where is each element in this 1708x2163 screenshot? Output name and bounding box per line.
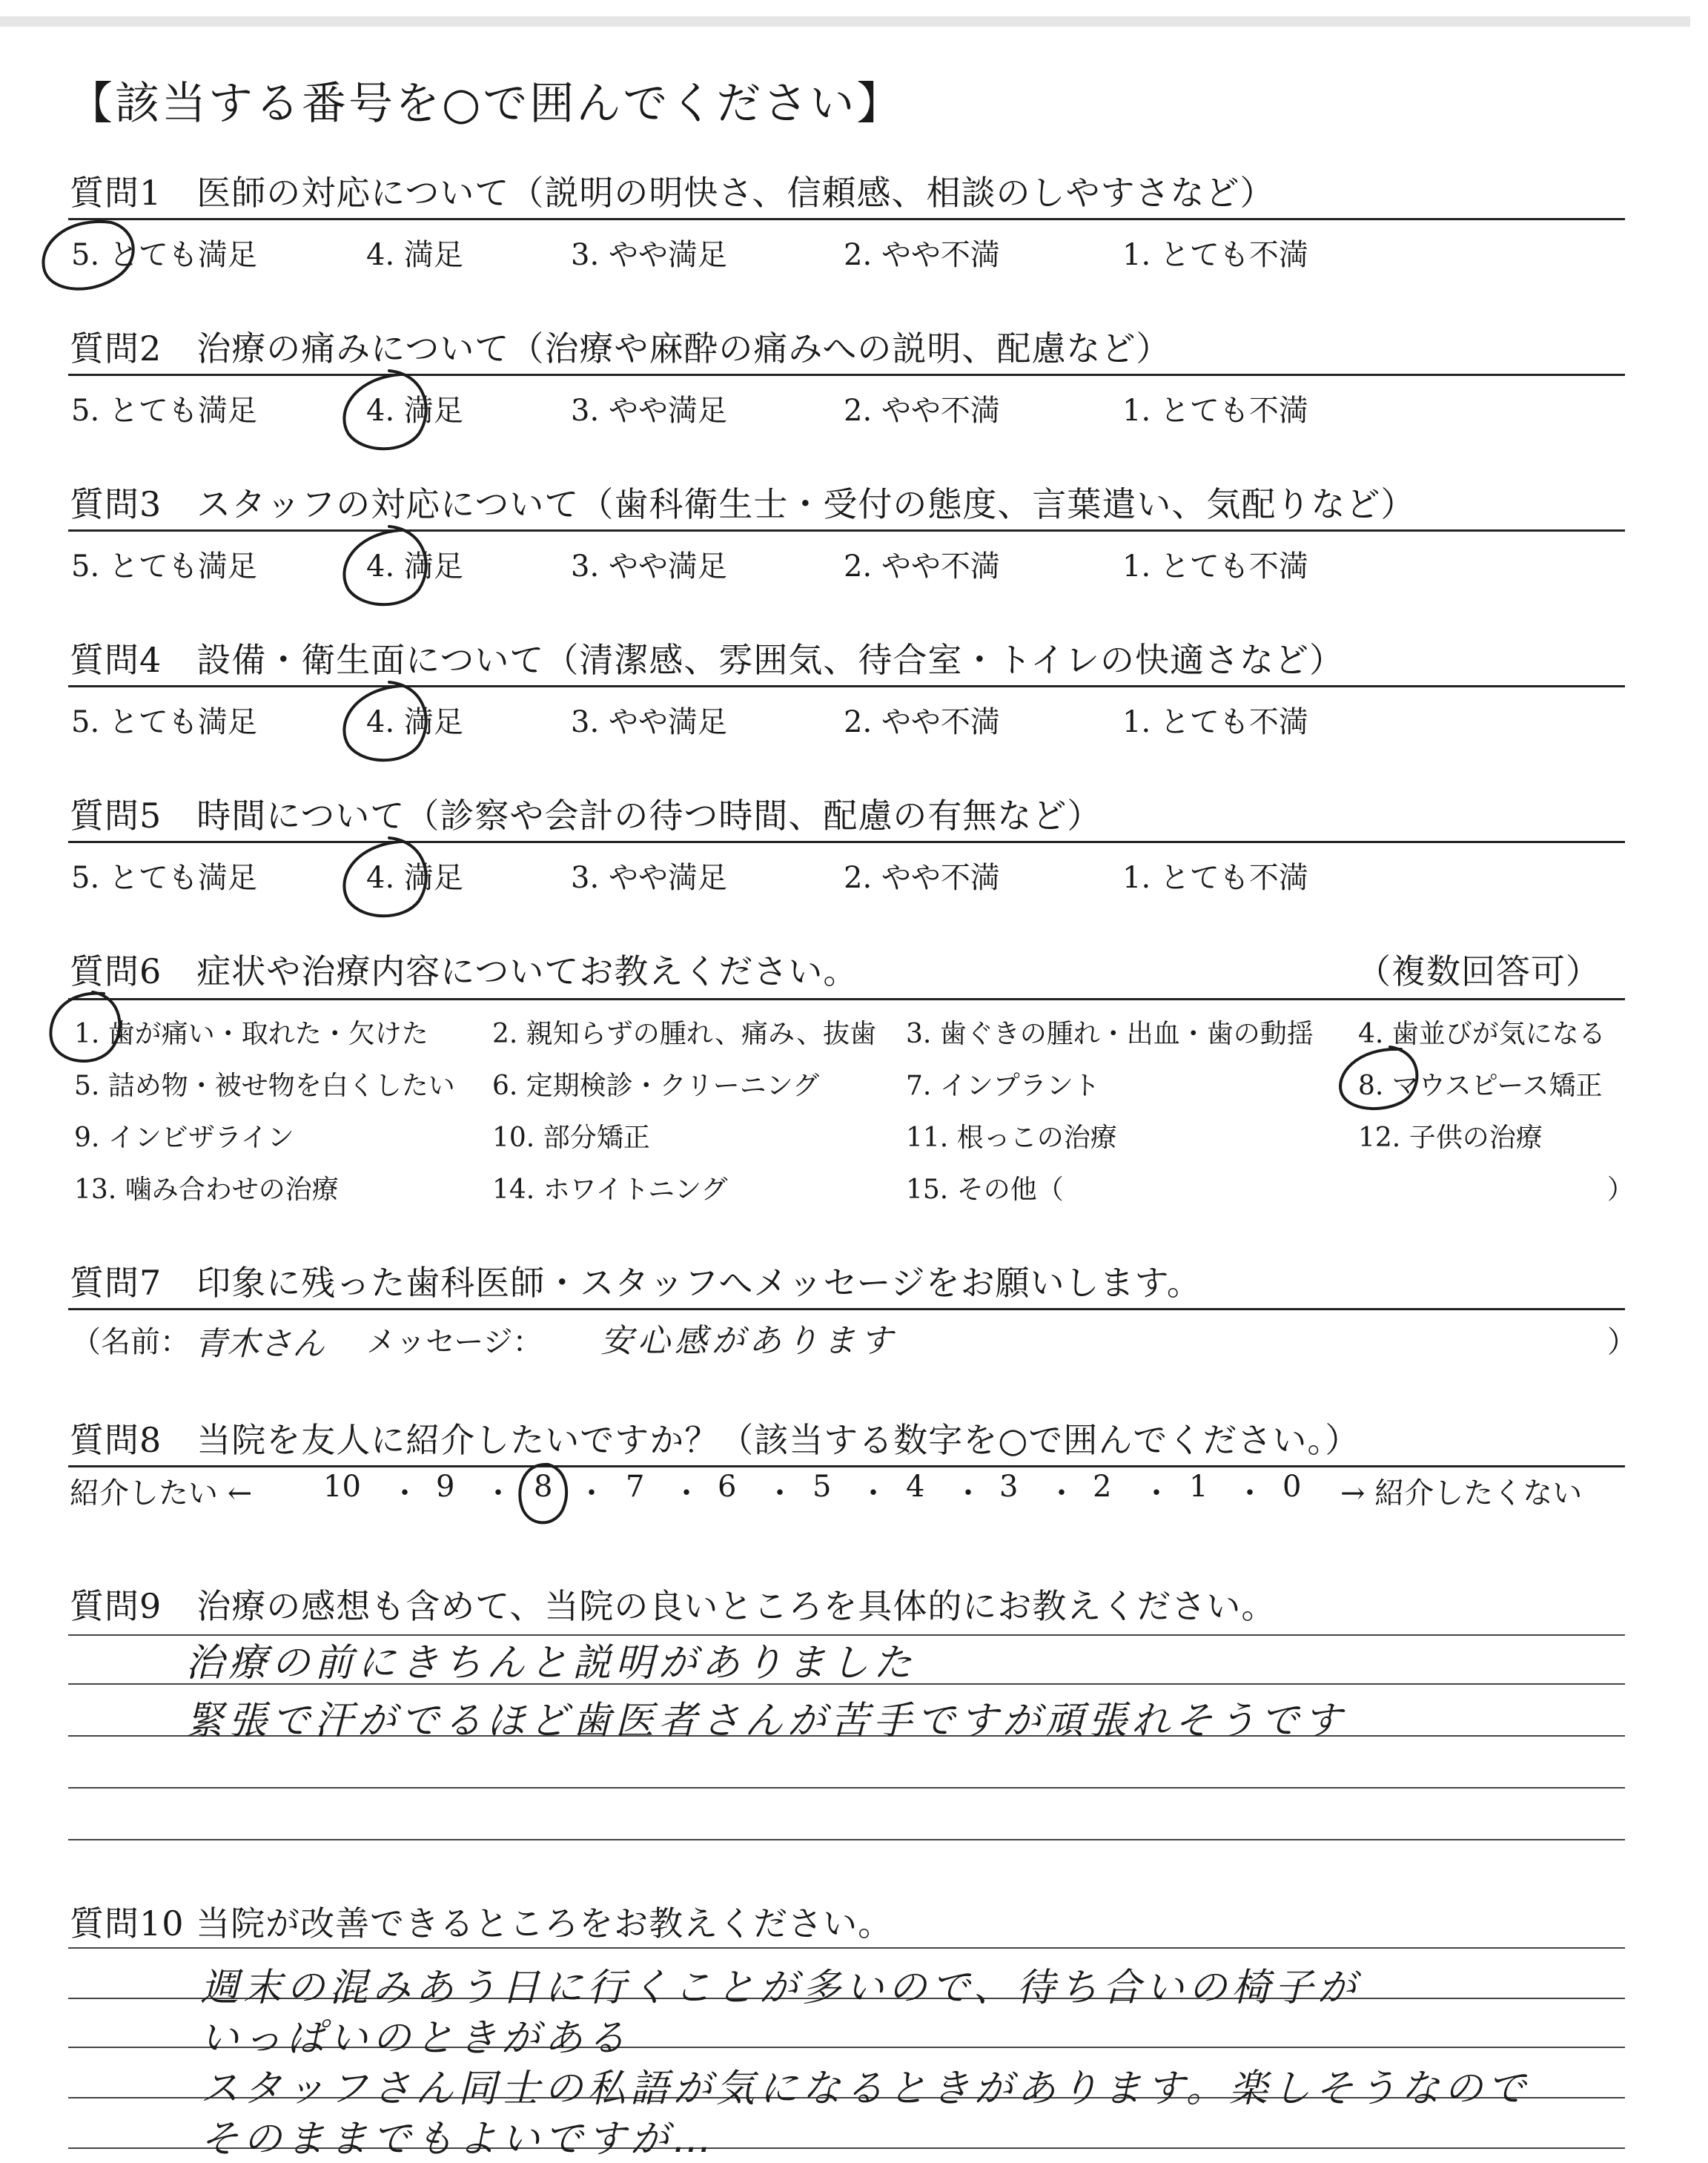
q10-answer-line-2[interactable]: いっぱいのときがある bbox=[200, 2016, 631, 2061]
q8-scale-10[interactable]: 10 bbox=[323, 1470, 361, 1504]
q2-rule bbox=[68, 374, 1625, 376]
q1-title: 質問1 医師の対応について（説明の明快さ、信頼感、相談のしやすさなど） bbox=[70, 173, 1275, 213]
q2-title: 質問2 治療の痛みについて（治療や麻酔の痛みへの説明、配慮など） bbox=[70, 328, 1171, 369]
q5-option-4[interactable]: 4. 満足 bbox=[366, 861, 463, 895]
q5-rule bbox=[68, 841, 1625, 843]
q8-separator: ・ bbox=[1142, 1476, 1171, 1510]
q9-line-4 bbox=[68, 1787, 1625, 1789]
q2-option-3[interactable]: 3. やや満足 bbox=[571, 394, 727, 428]
q10-answer-line-1[interactable]: 週末の混みあう日に行くことが多いので、待ち合いの椅子が bbox=[200, 1966, 1360, 2010]
q6-option-13[interactable]: 13. 噛み合わせの治療 bbox=[74, 1175, 339, 1205]
q2-option-2[interactable]: 2. やや不満 bbox=[844, 394, 1000, 428]
q8-scale-1[interactable]: 1 bbox=[1189, 1470, 1208, 1504]
q8-scale-7[interactable]: 7 bbox=[626, 1470, 645, 1504]
q7-name-label: （名前： bbox=[71, 1325, 190, 1359]
q1-option-4[interactable]: 4. 満足 bbox=[366, 238, 463, 272]
q5-option-1[interactable]: 1. とても不満 bbox=[1122, 861, 1308, 895]
page-title: 【該当する番号を○で囲んでください】 bbox=[68, 78, 904, 130]
q6-option-2[interactable]: 2. 親知らずの腫れ、痛み、抜歯 bbox=[492, 1019, 877, 1049]
q8-right-label: → 紹介したくない bbox=[1340, 1476, 1583, 1510]
q1-option-5[interactable]: 5. とても満足 bbox=[71, 238, 257, 272]
q7-message-value[interactable]: 安心感があります bbox=[600, 1322, 897, 1360]
q6-option-1[interactable]: 1. 歯が痛い・取れた・欠けた bbox=[74, 1019, 428, 1049]
q6-option-8[interactable]: 8. マウスピース矯正 bbox=[1358, 1071, 1603, 1101]
q4-option-2[interactable]: 2. やや不満 bbox=[844, 705, 1000, 739]
q4-title: 質問4 設備・衛生面について（清潔感、雰囲気、待合室・トイレの快適さなど） bbox=[70, 640, 1345, 680]
q8-scale-2[interactable]: 2 bbox=[1093, 1470, 1112, 1504]
q6-title: 質問6 症状や治療内容についてお教えください。 bbox=[70, 951, 858, 991]
q6-option-15-close: ） bbox=[1607, 1175, 1635, 1205]
q9-line-5 bbox=[68, 1839, 1625, 1840]
q1-option-2[interactable]: 2. やや不満 bbox=[844, 238, 1000, 272]
q8-separator: ・ bbox=[858, 1476, 888, 1510]
q10-line-1 bbox=[68, 1947, 1625, 1949]
q9-answer-line-1[interactable]: 治療の前にきちんと説明がありました bbox=[185, 1641, 917, 1685]
q4-option-1[interactable]: 1. とても不満 bbox=[1122, 705, 1308, 739]
q3-option-2[interactable]: 2. やや不満 bbox=[844, 549, 1000, 584]
q4-option-3[interactable]: 3. やや満足 bbox=[571, 705, 727, 739]
q9-title: 質問9 治療の感想も含めて、当院の良いところを具体的にお教えください。 bbox=[70, 1586, 1277, 1626]
q3-option-3[interactable]: 3. やや満足 bbox=[571, 549, 727, 584]
q6-option-7[interactable]: 7. インプラント bbox=[906, 1071, 1100, 1101]
q10-answer-line-3[interactable]: スタッフさん同士の私語が気になるときがあります。楽しそうなので bbox=[200, 2067, 1530, 2111]
q10-answer-line-4[interactable]: そのままでもよいですが… bbox=[200, 2117, 717, 2162]
q6-option-15[interactable]: 15. その他（ bbox=[906, 1175, 1064, 1205]
q10-title: 質問10 当院が改善できるところをお教えください。 bbox=[70, 1903, 893, 1944]
q6-note: （複数回答可） bbox=[1357, 951, 1601, 991]
q8-scale-8[interactable]: 8 bbox=[534, 1470, 553, 1504]
q6-option-6[interactable]: 6. 定期検診・クリーニング bbox=[492, 1071, 820, 1101]
q5-title: 質問5 時間について（診察や会計の待つ時間、配慮の有無など） bbox=[70, 796, 1102, 836]
q7-rule bbox=[68, 1308, 1625, 1310]
q8-scale-6[interactable]: 6 bbox=[718, 1470, 737, 1504]
q7-message-label: メッセージ： bbox=[366, 1325, 543, 1359]
q3-rule bbox=[68, 529, 1625, 532]
q4-rule bbox=[68, 685, 1625, 687]
q5-option-2[interactable]: 2. やや不満 bbox=[844, 861, 1000, 895]
q3-option-1[interactable]: 1. とても不満 bbox=[1122, 549, 1308, 584]
q7-close: ） bbox=[1607, 1325, 1637, 1359]
q5-option-3[interactable]: 3. やや満足 bbox=[571, 861, 727, 895]
q8-scale-5[interactable]: 5 bbox=[812, 1470, 832, 1504]
q1-option-1[interactable]: 1. とても不満 bbox=[1122, 238, 1308, 272]
q2-option-5[interactable]: 5. とても満足 bbox=[71, 394, 257, 428]
q3-title: 質問3 スタッフの対応について（歯科衛生士・受付の態度、言葉遣い、気配りなど） bbox=[70, 484, 1416, 524]
q8-separator: ・ bbox=[1047, 1476, 1076, 1510]
q8-separator: ・ bbox=[953, 1476, 983, 1510]
q8-separator: ・ bbox=[1235, 1476, 1265, 1510]
scan-edge bbox=[0, 16, 1690, 27]
q3-option-5[interactable]: 5. とても満足 bbox=[71, 549, 257, 584]
q8-scale-3[interactable]: 3 bbox=[999, 1470, 1019, 1504]
q8-separator: ・ bbox=[765, 1476, 795, 1510]
q2-option-1[interactable]: 1. とても不満 bbox=[1122, 394, 1308, 428]
q8-rule bbox=[68, 1465, 1625, 1467]
q1-option-3[interactable]: 3. やや満足 bbox=[571, 238, 727, 272]
q1-rule bbox=[68, 218, 1625, 220]
q5-option-5[interactable]: 5. とても満足 bbox=[71, 861, 257, 895]
q6-option-14[interactable]: 14. ホワイトニング bbox=[492, 1175, 728, 1205]
q6-option-9[interactable]: 9. インビザライン bbox=[74, 1123, 294, 1153]
q8-title: 質問8 当院を友人に紹介したいですか？（該当する数字を○で囲んでください。） bbox=[70, 1420, 1360, 1460]
q6-rule bbox=[68, 998, 1625, 1000]
q8-scale-4[interactable]: 4 bbox=[906, 1470, 925, 1504]
q9-answer-line-2[interactable]: 緊張で汗がでるほど歯医者さんが苦手ですが頑張れそうです bbox=[185, 1699, 1347, 1743]
q6-option-10[interactable]: 10. 部分矯正 bbox=[492, 1123, 650, 1153]
q6-option-12[interactable]: 12. 子供の治療 bbox=[1358, 1123, 1543, 1153]
q4-option-4[interactable]: 4. 満足 bbox=[366, 705, 463, 739]
q8-left-label: 紹介したい ← bbox=[70, 1476, 253, 1510]
q8-separator: ・ bbox=[483, 1476, 513, 1510]
q6-option-11[interactable]: 11. 根っこの治療 bbox=[906, 1123, 1117, 1153]
q3-option-4[interactable]: 4. 満足 bbox=[366, 549, 463, 584]
q6-option-3[interactable]: 3. 歯ぐきの腫れ・出血・歯の動揺 bbox=[906, 1019, 1314, 1049]
q7-title: 質問7 印象に残った歯科医師・スタッフへメッセージをお願いします。 bbox=[70, 1263, 1202, 1303]
q8-scale-9[interactable]: 9 bbox=[436, 1470, 455, 1504]
q7-name-value[interactable]: 青木さん bbox=[194, 1325, 325, 1363]
q6-option-5[interactable]: 5. 詰め物・被せ物を白くしたい bbox=[74, 1071, 455, 1101]
q8-scale-0[interactable]: 0 bbox=[1282, 1470, 1302, 1504]
q8-separator: ・ bbox=[390, 1476, 420, 1510]
q4-option-5[interactable]: 5. とても満足 bbox=[71, 705, 257, 739]
q8-separator: ・ bbox=[577, 1476, 606, 1510]
q8-separator: ・ bbox=[672, 1476, 701, 1510]
q6-option-4[interactable]: 4. 歯並びが気になる bbox=[1358, 1019, 1606, 1049]
q2-option-4[interactable]: 4. 満足 bbox=[366, 394, 463, 428]
